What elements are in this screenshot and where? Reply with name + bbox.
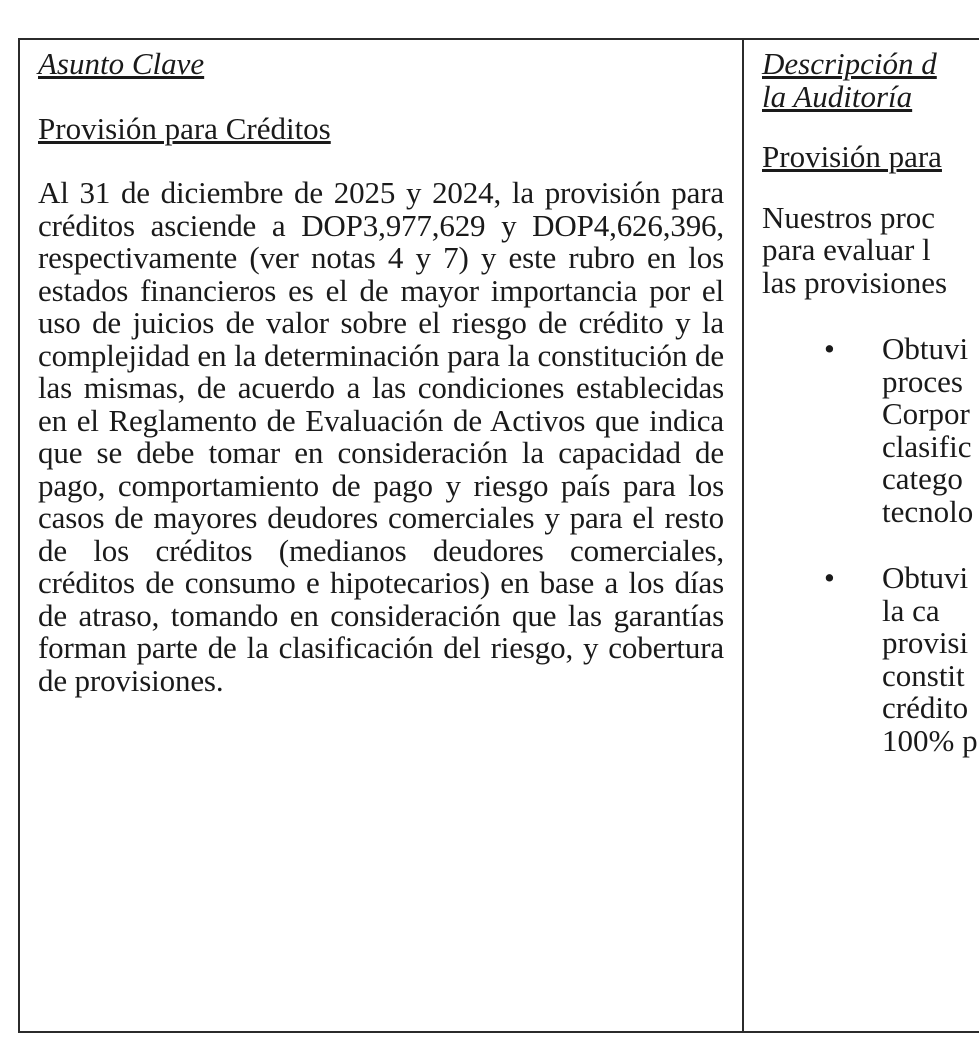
audit-description-header-line2: la Auditoría <box>762 78 913 114</box>
credit-provision-subheading: Provisión para Créditos <box>38 110 331 146</box>
bullet-line: clasific <box>882 428 972 464</box>
key-matter-header: Asunto Clave <box>38 46 205 81</box>
bullet-line: tecnolo <box>882 493 974 529</box>
bullet-line: • Obtuvi <box>882 560 969 595</box>
audit-intro-paragraph <box>762 199 979 300</box>
bullet-line: proces <box>882 363 963 399</box>
intro-line: Nuestros proc <box>762 199 936 235</box>
bullet-line: provisi <box>882 625 969 660</box>
key-audit-matter-table <box>18 38 979 1033</box>
audit-provision-subheading: Provisión para <box>762 139 942 174</box>
bullet-line: • Obtuvi <box>882 331 969 366</box>
audit-procedure-item <box>762 333 979 528</box>
key-matter-column <box>38 48 724 697</box>
bullet-line: catego <box>882 461 963 496</box>
bullet-line: la ca <box>882 592 940 628</box>
bullet-line: Corpor <box>882 396 970 431</box>
audit-procedures-list <box>762 333 979 757</box>
intro-line: para evaluar l <box>762 232 931 267</box>
audit-procedure-item <box>762 562 979 757</box>
key-matter-paragraph: Al 31 de diciembre de 2025 y 2024, la provisión para créditos asciende a DOP3,977,629 y DOP4,626,396, respectivamente (ver notas 4 y 7) y este rubro en los estados financieros es el de mayor importancia por el uso de juicios de valor sobre el riesgo de crédito y la complejidad en la determinación para la constitución de las mismas, de acuerdo a las condiciones establecidas en el Reglamento de Evaluación de Activos que indica que se debe tomar en consideración la capacidad de pago, comportamiento de pago y riesgo país para los casos de mayores deudores comerciales y para el resto de los créditos (medianos deudores comerciales, créditos de consumo e hipotecarios) en base a los días de atraso, tomando en consideración que las garantías forman parte de la clasificación del riesgo, y cobertura de provisiones. <box>38 175 724 698</box>
bullet-line: constit <box>882 657 965 693</box>
audit-description-column <box>762 48 979 757</box>
bullet-line: 100% p <box>882 722 978 758</box>
column-divider <box>742 40 744 1031</box>
intro-line: las provisiones <box>762 264 948 300</box>
audit-description-header-line1: Descripción d <box>762 46 937 81</box>
bullet-line: crédito <box>882 690 969 725</box>
